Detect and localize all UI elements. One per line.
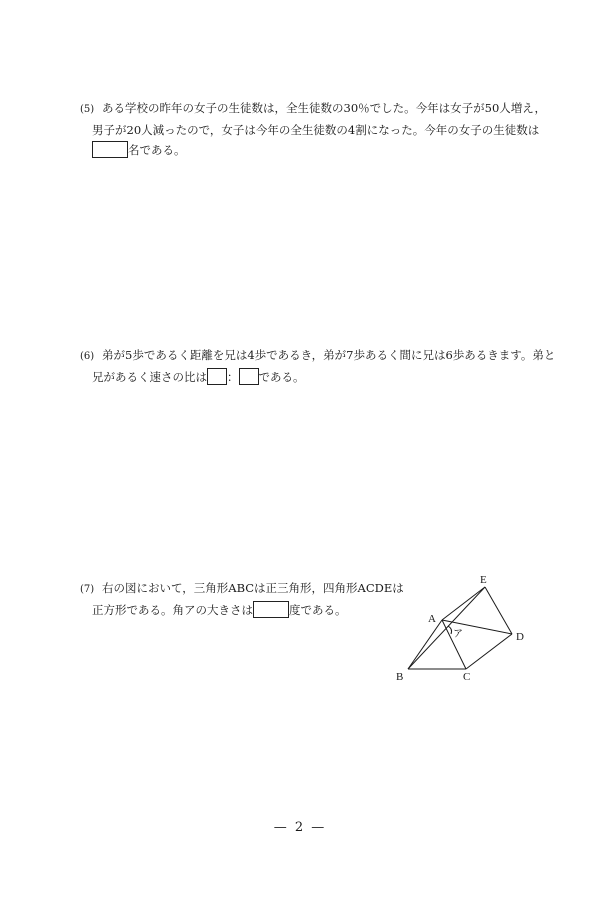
- segment-ae: [442, 587, 485, 620]
- problem-text-line: 右の図において，三角形ABCは正三角形，四角形ACDEは: [102, 581, 404, 595]
- label-d: D: [516, 631, 524, 643]
- segment-be: [408, 587, 485, 669]
- problem-number: (6): [80, 351, 95, 362]
- ratio-colon: ：: [227, 370, 239, 384]
- triangle-square-diagram: [390, 572, 540, 687]
- label-c: C: [463, 671, 471, 683]
- segment-ab: [408, 620, 442, 669]
- problem-7: [80, 578, 404, 620]
- label-e: E: [480, 574, 487, 586]
- problem-text-line: 兄があるく速さの比は: [92, 370, 207, 384]
- problem-number: (7): [80, 584, 95, 595]
- problem-text-line: 度である。: [289, 603, 347, 617]
- label-b: B: [396, 671, 404, 683]
- answer-box[interactable]: [253, 601, 289, 618]
- problem-text-line: ある学校の昨年の女子の生徒数は，全生徒数の30％でした。今年は女子が50人増え，: [102, 101, 546, 115]
- problem-text-line: 名である。: [128, 143, 186, 157]
- problem-5: [80, 98, 546, 160]
- answer-box-right[interactable]: [239, 368, 259, 385]
- problem-text-line: である。: [258, 370, 305, 384]
- problem-number: (5): [80, 104, 95, 115]
- segment-dc: [466, 634, 512, 669]
- page-number: — 2 —: [273, 820, 327, 835]
- problem-text-line: 正方形である。角アの大きさは: [92, 603, 253, 617]
- answer-box-left[interactable]: [207, 368, 227, 385]
- geometry-figure: [390, 572, 540, 687]
- label-a: A: [428, 613, 436, 625]
- problem-text-line: 男子が20人減ったので，女子は今年の全生徒数の4割になった。今年の女子の生徒数は: [92, 123, 540, 137]
- answer-box[interactable]: [92, 141, 128, 158]
- segment-ed: [485, 587, 512, 634]
- problem-6: [80, 345, 555, 387]
- problem-text-line: 弟が5歩であるく距離を兄は4歩であるき，弟が7歩あるく間に兄は6歩あるきます。弟と: [102, 348, 556, 362]
- segment-ac: [442, 620, 466, 669]
- angle-label: ア: [453, 629, 463, 640]
